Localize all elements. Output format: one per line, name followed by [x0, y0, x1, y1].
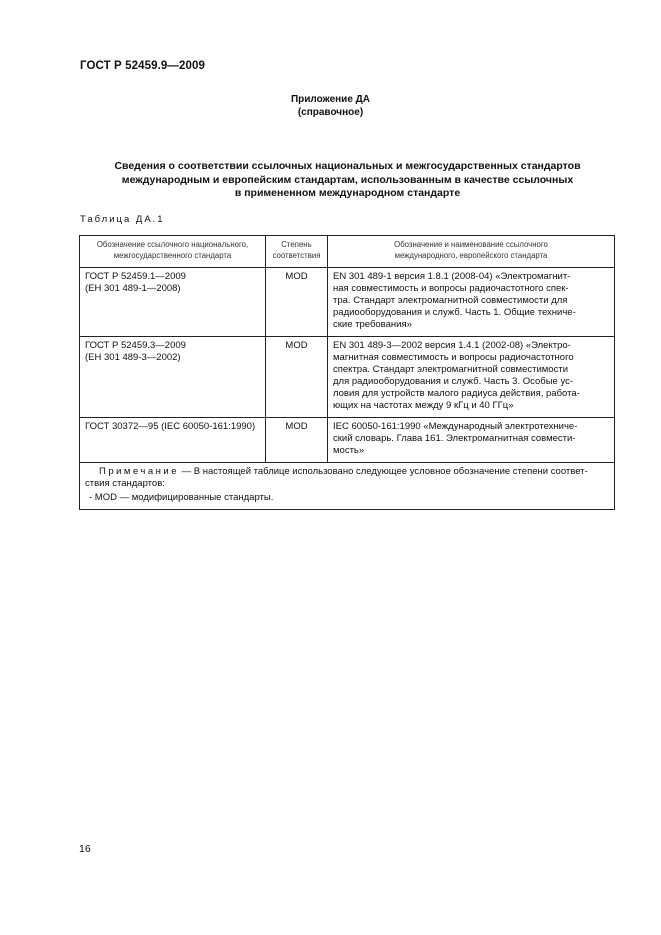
page-number: 16 — [79, 843, 91, 855]
heading-line: Сведения о соответствии ссылочных национальных и межгосударственных стандартов — [114, 160, 581, 172]
table-row — [80, 268, 615, 337]
document-code: ГОСТ Р 52459.9—2009 — [80, 60, 205, 72]
table-caption: Таблица ДА.1 — [80, 214, 165, 225]
table-header-row — [80, 236, 615, 268]
cell-degree: MOD — [266, 418, 328, 463]
cell-standard: ГОСТ 30372—95 (IEC 60050-161:1990) — [80, 418, 266, 463]
table-note-row — [80, 463, 615, 510]
table-row — [80, 337, 615, 418]
table-note — [80, 463, 615, 510]
cell-standard: ГОСТ Р 52459.3—2009 (ЕН 301 489-3—2002) — [80, 337, 266, 418]
table-row — [80, 418, 615, 463]
column-header-standard: Обозначение ссылочного национального, межгосударственного стандарта — [80, 236, 266, 268]
cell-reference: EN 301 489-3—2002 версия 1.4.1 (2002-08) «Электро- магнитная совместимость и вопросы радиочастотного спектра. Стандарт электромагнитной совместимости для радиооборудования и служб. Часть 3. Особые ус- ловия для устройств малого радиуса действия, работа- ющих на частотах между 9 кГц и 40 ГГц» — [328, 337, 615, 418]
heading-line: международным и европейским стандартам, использованным в качестве ссылочных — [121, 173, 574, 186]
cell-reference: IEC 60050-161:1990 «Международный электротехниче- ский словарь. Глава 161. Электромагнитная совмести- мость» — [328, 418, 615, 463]
annex-subtitle: (справочное) — [297, 107, 364, 118]
annex-title: Приложение ДА — [290, 94, 371, 105]
correspondence-table — [79, 235, 615, 510]
cell-degree: MOD — [266, 268, 328, 337]
note-text: — В настоящей таблице использовано следующее условное обозначение степени соответ- — [179, 466, 588, 477]
column-header-degree: Степень соответствия — [266, 236, 328, 268]
note-list-item: - MOD — модифицированные стандарты. — [89, 492, 274, 503]
annex-block — [0, 93, 661, 119]
section-heading — [80, 160, 615, 201]
column-header-reference: Обозначение и наименование ссылочного международного, европейского стандарта — [328, 236, 615, 268]
cell-standard: ГОСТ Р 52459.1—2009 (ЕН 301 489-1—2008) — [80, 268, 266, 337]
heading-line: в примененном международном стандарте — [234, 187, 461, 199]
cell-reference: EN 301 489-1 версия 1.8.1 (2008-04) «Электромагнит- ная совместимость и вопросы радиочастотного спек- тра. Стандарт электромагнитной совместимости для радиооборудования и служб. Часть 1. Общие техниче- ские требования» — [328, 268, 615, 337]
note-label: Примечание — [99, 466, 179, 477]
note-text-continued: ствия стандартов: — [85, 478, 165, 489]
cell-degree: MOD — [266, 337, 328, 418]
